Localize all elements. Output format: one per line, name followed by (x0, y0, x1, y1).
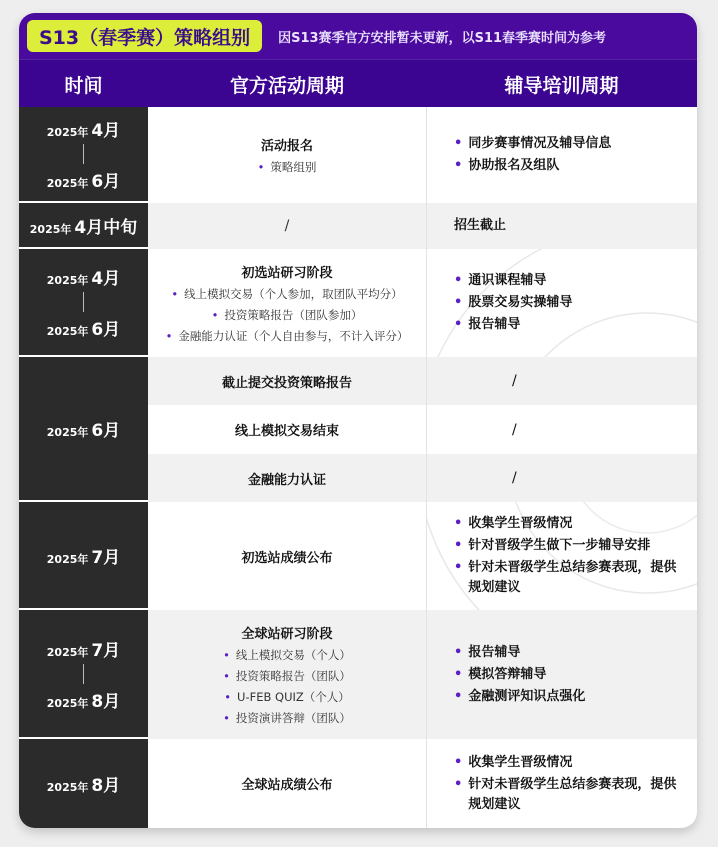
guidance-item: • 同步赛事情况及辅导信息 (454, 136, 612, 151)
guidance-slash: / (512, 421, 517, 438)
guidance-item: • 通识课程辅导 (454, 273, 547, 288)
time-month: 6月 (91, 172, 121, 192)
time-month: 4月中旬 (74, 217, 138, 238)
time-cell-r3 (19, 249, 148, 357)
official-cell-r1 (148, 107, 426, 203)
guidance-item: 招生截止 (454, 218, 507, 233)
header-guidance: 辅导培训周期 (504, 74, 619, 97)
official-title: 初选站成绩公布 (241, 550, 333, 566)
official-item: • 投资演讲答辩（团队） (223, 711, 351, 725)
header-time: 时间 (64, 74, 103, 97)
guidance-item: • 针对未晋级学生总结参赛表现，提供规划建议 (454, 776, 677, 812)
guidance-cell-r3 (426, 249, 697, 357)
time-year: 2025年 (46, 325, 89, 338)
guidance-cell-r7 (426, 739, 697, 828)
time-separator (83, 664, 84, 684)
time-year: 2025年 (46, 645, 89, 659)
time-month: 7月 (91, 640, 121, 661)
time-month: 7月 (91, 547, 121, 568)
time-cell-r1 (19, 107, 148, 203)
time-month: 6月 (91, 421, 121, 441)
time-month: 4月 (91, 121, 121, 141)
time-year: 2025年 (46, 696, 89, 710)
official-title: 活动报名 (260, 139, 313, 154)
guidance-item: • 协助报名及组队 (454, 158, 560, 173)
official-item: • 投资策略报告（团队参加） (211, 308, 363, 322)
time-month: 6月 (91, 320, 121, 340)
column-divider (426, 107, 427, 828)
official-title: 线上模拟交易结束 (234, 424, 339, 439)
time-year: 2025年 (46, 552, 89, 566)
official-item: • 投资策略报告（团队） (223, 669, 351, 683)
time-year: 2025年 (46, 177, 89, 190)
official-title: 金融能力认证 (247, 472, 326, 488)
guidance-item: • 金融测评知识点强化 (454, 688, 586, 704)
time-cell-r2 (19, 203, 148, 249)
time-year: 2025年 (46, 426, 89, 439)
official-item: • 金融能力认证（个人自由参与，不计入评分） (165, 329, 409, 343)
time-cell-r7 (19, 739, 148, 828)
page-title: S13（春季赛）策略组别 (27, 20, 262, 52)
time-separator (83, 292, 84, 312)
guidance-cell-r4b (426, 405, 697, 454)
official-cell-r4c (148, 454, 426, 502)
official-cell-r4a (148, 357, 426, 405)
time-month: 4月 (91, 269, 121, 289)
guidance-item: • 报告辅导 (454, 644, 521, 660)
official-title: 初选站研习阶段 (241, 266, 333, 281)
official-item: • 策略组别 (257, 160, 317, 174)
guidance-cell-r2 (426, 203, 697, 249)
official-cell-r7 (148, 739, 426, 828)
time-year: 2025年 (46, 126, 89, 139)
guidance-cell-r1 (426, 107, 697, 203)
time-cell-r6 (19, 610, 148, 739)
table-header (19, 59, 697, 107)
guidance-item: • 报告辅导 (454, 317, 521, 332)
official-title: 全球站研习阶段 (241, 627, 333, 642)
official-cell-r6 (148, 610, 426, 739)
guidance-cell-r5 (426, 502, 697, 610)
official-cell-r2 (148, 203, 426, 249)
time-month: 8月 (91, 691, 121, 712)
banner-note: 因S13赛季官方安排暂未更新，以S11春季赛时间为参考 (278, 30, 607, 46)
official-cell-r3 (148, 249, 426, 357)
schedule-card (19, 13, 697, 828)
banner (19, 13, 697, 59)
guidance-item: • 股票交易实操辅导 (454, 295, 573, 310)
guidance-cell-r4a (426, 357, 697, 405)
official-slash: / (284, 218, 290, 234)
guidance-slash: / (512, 373, 517, 389)
official-cell-r4b (148, 405, 426, 454)
time-month: 8月 (91, 776, 121, 796)
guidance-cell-r4c (426, 454, 697, 502)
guidance-slash: / (512, 470, 517, 486)
guidance-item: • 针对未晋级学生总结参赛表现，提供规划建议 (454, 560, 677, 595)
official-item: • 线上模拟交易（个人） (223, 648, 351, 662)
time-cell-r4 (19, 357, 148, 502)
official-title: 全球站成绩公布 (241, 778, 333, 793)
official-item: • 线上模拟交易（个人参加，取团队平均分） (171, 287, 403, 301)
guidance-cell-r6 (426, 610, 697, 739)
official-item: • U-FEB QUIZ（个人） (224, 690, 350, 704)
time-cell-r5 (19, 502, 148, 610)
time-year: 2025年 (29, 222, 72, 236)
guidance-item: • 收集学生晋级情况 (454, 754, 573, 770)
guidance-item: • 模拟答辩辅导 (454, 666, 547, 682)
time-year: 2025年 (46, 781, 89, 794)
official-title: 截止提交投资策略报告 (221, 375, 352, 391)
time-separator (83, 144, 84, 164)
guidance-item: • 收集学生晋级情况 (454, 516, 573, 531)
guidance-item: • 针对晋级学生做下一步辅导安排 (454, 538, 651, 553)
header-official: 官方活动周期 (229, 74, 344, 97)
official-cell-r5 (148, 502, 426, 610)
time-year: 2025年 (46, 274, 89, 287)
